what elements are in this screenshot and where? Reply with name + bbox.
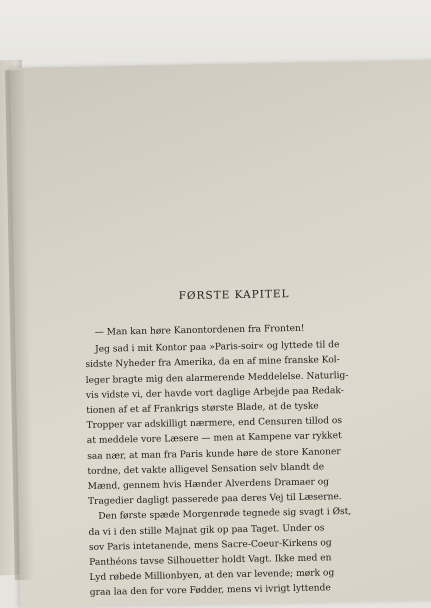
text-line: saa nær, at man fra Paris kunde høre de store Kanoner bbox=[87, 446, 341, 462]
chapter-title: FØRSTE KAPITEL bbox=[178, 288, 290, 303]
text-line: Tragedier dagligt passerede paa deres Vej til Læserne. bbox=[87, 492, 342, 508]
page-text bbox=[84, 286, 380, 601]
text-line: vis vidste vi, der havde vort daglige Arbejde paa Redak- bbox=[85, 385, 344, 401]
text-line: sidste Nyheder fra Amerika, da en af mine franske Kol- bbox=[85, 355, 340, 371]
text-line: Jeg sad i mit Kontor paa »Paris-soir« og lyttede til de bbox=[95, 340, 340, 355]
text-line: Tropper var adskilligt nærmere, end Censuren tillod os bbox=[86, 416, 343, 432]
text-line: tionen af et af Frankrigs største Blade, at de tyske bbox=[86, 401, 319, 416]
paragraph bbox=[85, 338, 378, 511]
text-line: Lyd røbede Millionbyen, at den var levende; mørk og bbox=[89, 568, 335, 584]
text-line: sov Paris intetanende, mens Sacre-Coeur-Kirkens og bbox=[88, 538, 332, 553]
text-line: graa laa den for vore Fødder, mens vi ivrigt lyttende bbox=[89, 583, 331, 599]
text-line: leger bragte mig den alarmerende Meddelelse. Naturlig- bbox=[85, 370, 349, 386]
paragraph bbox=[88, 505, 380, 602]
text-line: da vi i den stille Majnat gik op paa Taget. Under os bbox=[88, 523, 325, 538]
text-line: at meddele vore Læsere — men at Kampene var rykket bbox=[86, 431, 342, 447]
body-text bbox=[85, 320, 380, 601]
text-line: Panthéons tavse Silhouetter holdt Vagt. Ikke med en bbox=[89, 553, 332, 568]
text-line: tordne, det vakte alligevel Sensation selv blandt de bbox=[87, 462, 325, 477]
text-line: Mænd, gennem hvis Hænder Alverdens Dramaer og bbox=[87, 477, 330, 492]
text-line: — Man kan høre Kanontordenen fra Fronten! bbox=[94, 323, 305, 338]
text-line: Den første spæde Morgenrøde tegnede sig svagt i Øst, bbox=[98, 507, 352, 523]
